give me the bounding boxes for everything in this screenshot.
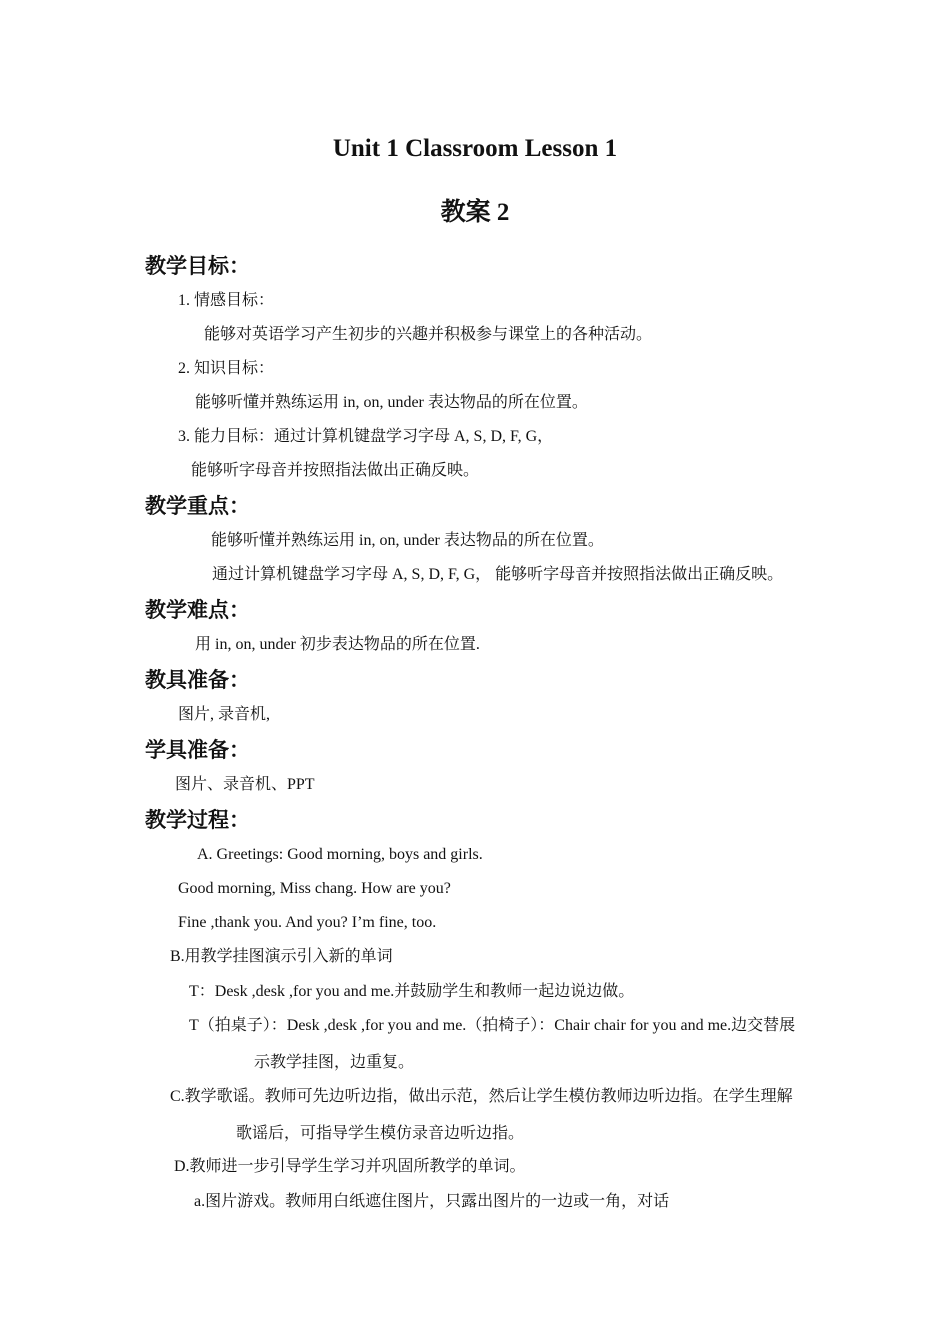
process-a-line-1: A. Greetings: Good morning, boys and girls. xyxy=(197,846,483,863)
teacher-materials-text: 图片, 录音机, xyxy=(178,706,271,723)
process-d-line-1: D.教师进一步引导学生学习并巩固所教学的单词。 xyxy=(174,1158,526,1175)
objective-1-text: 能够对英语学习产生初步的兴趣并积极参与课堂上的各种活动。 xyxy=(204,326,653,343)
process-b-line-3: T（拍桌子）：Desk ,desk ,for you and me.（拍椅子）：Chair chair for you and me.边交替展 xyxy=(189,1017,796,1034)
key-point-1: 能够听懂并熟练运用 in, on, under 表达物品的所在位置。 xyxy=(211,532,604,549)
process-a-line-3: Fine ,thank you. And you? I’m fine, too. xyxy=(178,914,437,931)
key-point-2: 通过计算机键盘学习字母 A, S, D, F, G， 能够听字母音并按照指法做出正确反映。 xyxy=(212,566,784,583)
student-materials-heading: 学具准备： xyxy=(145,738,250,762)
page-subtitle: 教案 2 xyxy=(440,199,510,226)
difficulties-heading: 教学难点： xyxy=(145,598,250,622)
process-c-line-2: 歌谣后，可指导学生模仿录音边听边指。 xyxy=(236,1125,525,1142)
process-a-line-2: Good morning, Miss chang. How are you? xyxy=(178,880,451,897)
process-c-line-1: C.教学歌谣。教师可先边听边指，做出示范，然后让学生模仿教师边听边指。在学生理解 xyxy=(170,1088,793,1105)
objective-3-label: 3. 能力目标：通过计算机键盘学习字母 A, S, D, F, G， xyxy=(178,428,554,445)
page-title: Unit 1 Classroom Lesson 1 xyxy=(332,135,618,162)
process-b-line-4: 示教学挂图，边重复。 xyxy=(254,1054,415,1071)
objective-2-text: 能够听懂并熟练运用 in, on, under 表达物品的所在位置。 xyxy=(195,394,588,411)
student-materials-text: 图片、录音机、PPT xyxy=(175,776,315,793)
process-b-line-1: B.用教学挂图演示引入新的单词 xyxy=(170,948,393,965)
objective-1-label: 1. 情感目标： xyxy=(178,292,275,309)
teacher-materials-heading: 教具准备： xyxy=(145,668,250,692)
objective-3-text: 能够听字母音并按照指法做出正确反映。 xyxy=(191,462,480,479)
key-points-heading: 教学重点： xyxy=(145,494,250,518)
process-heading: 教学过程： xyxy=(145,808,250,832)
process-b-line-2: T：Desk ,desk ,for you and me.并鼓励学生和教师一起边说边做。 xyxy=(189,983,635,1000)
objectives-heading: 教学目标： xyxy=(145,254,250,278)
process-d-line-2: a.图片游戏。教师用白纸遮住图片，只露出图片的一边或一角，对话 xyxy=(194,1193,670,1210)
objective-2-label: 2. 知识目标： xyxy=(178,360,275,377)
difficulty-1: 用 in, on, under 初步表达物品的所在位置. xyxy=(195,636,480,653)
